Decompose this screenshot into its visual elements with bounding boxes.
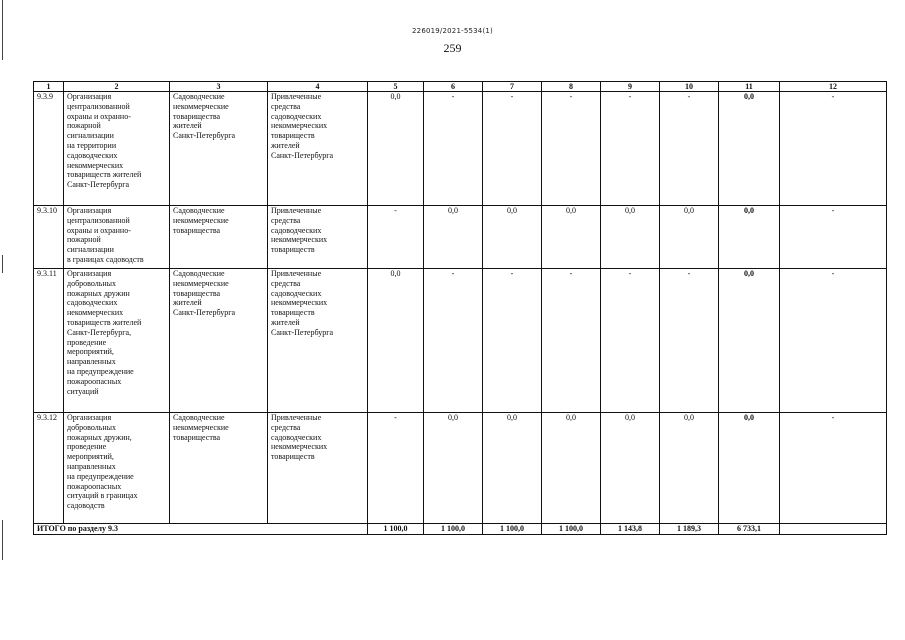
section-total-label: ИТОГО по разделу 9.3 — [34, 524, 368, 535]
value-cell-total: 0,0 — [719, 413, 780, 524]
table-row — [34, 206, 887, 269]
value-cell: 0,0 — [368, 92, 424, 206]
column-header: 9 — [601, 82, 660, 92]
value-cell: 0,0 — [368, 269, 424, 413]
value-cell: 0,0 — [601, 413, 660, 524]
row-number: 9.3.9 — [34, 92, 64, 206]
value-cell: 0,0 — [660, 206, 719, 269]
value-cell-total: 0,0 — [719, 206, 780, 269]
total-value — [780, 524, 887, 535]
scan-edge-mark — [2, 255, 3, 273]
value-cell: - — [601, 269, 660, 413]
value-cell: 0,0 — [424, 413, 483, 524]
total-value: 1 100,0 — [424, 524, 483, 535]
document-id: 226019/2021-5534(1) — [412, 27, 493, 35]
scan-edge-mark — [2, 520, 3, 560]
value-cell: - — [780, 92, 887, 206]
value-cell: - — [780, 269, 887, 413]
value-cell: 0,0 — [483, 206, 542, 269]
value-cell-total: 0,0 — [719, 92, 780, 206]
total-value: 1 100,0 — [542, 524, 601, 535]
total-value: 1 100,0 — [368, 524, 424, 535]
funding-source: Привлеченные средства садоводческих некоммерческих товариществ — [268, 413, 368, 524]
value-cell: 0,0 — [542, 206, 601, 269]
recipient: Садоводческие некоммерческие товарищества — [170, 413, 268, 524]
value-cell: - — [780, 206, 887, 269]
total-value: 1 189,3 — [660, 524, 719, 535]
column-number-row — [34, 82, 887, 92]
table-row — [34, 269, 887, 413]
value-cell: - — [424, 269, 483, 413]
value-cell: 0,0 — [424, 206, 483, 269]
total-value: 1 100,0 — [483, 524, 542, 535]
recipient: Садоводческие некоммерческие товарищества — [170, 206, 268, 269]
column-header: 10 — [660, 82, 719, 92]
row-number: 9.3.11 — [34, 269, 64, 413]
column-header: 3 — [170, 82, 268, 92]
value-cell: - — [542, 92, 601, 206]
value-cell: 0,0 — [601, 206, 660, 269]
value-cell: - — [483, 269, 542, 413]
table-row — [34, 92, 887, 206]
activity-name: Организация добровольных пожарных дружин, проведение мероприятий, направленных на предупреждение пожароопасных ситуаций в границах садоводств — [64, 413, 170, 524]
value-cell: - — [601, 92, 660, 206]
value-cell: - — [483, 92, 542, 206]
value-cell: 0,0 — [542, 413, 601, 524]
recipient: Садоводческие некоммерческие товарищества жителей Санкт-Петербурга — [170, 92, 268, 206]
value-cell: - — [368, 413, 424, 524]
funding-source: Привлеченные средства садоводческих некоммерческих товариществ жителей Санкт-Петербурга — [268, 269, 368, 413]
section-total-row — [34, 524, 887, 535]
column-header: 2 — [64, 82, 170, 92]
activity-name: Организация централизованной охраны и охранно- пожарной сигнализации на территории садоводческих некоммерческих товариществ жителей Санкт-Петербурга — [64, 92, 170, 206]
budget-table — [33, 81, 887, 535]
value-cell: - — [424, 92, 483, 206]
column-header: 6 — [424, 82, 483, 92]
activity-name: Организация добровольных пожарных дружин садоводческих некоммерческих товариществ жителей Санкт-Петербурга, проведение мероприятий, направленных на предупреждение пожароопасных ситуаций — [64, 269, 170, 413]
value-cell: 0,0 — [660, 413, 719, 524]
value-cell: 0,0 — [483, 413, 542, 524]
value-cell: - — [542, 269, 601, 413]
column-header: 4 — [268, 82, 368, 92]
column-header: 7 — [483, 82, 542, 92]
column-header: 1 — [34, 82, 64, 92]
column-header: 5 — [368, 82, 424, 92]
activity-name: Организация централизованной охраны и охранно- пожарной сигнализации в границах садоводств — [64, 206, 170, 269]
value-cell: - — [368, 206, 424, 269]
total-value: 1 143,8 — [601, 524, 660, 535]
value-cell: - — [780, 413, 887, 524]
value-cell: - — [660, 269, 719, 413]
column-header: 12 — [780, 82, 887, 92]
funding-source: Привлеченные средства садоводческих некоммерческих товариществ — [268, 206, 368, 269]
recipient: Садоводческие некоммерческие товарищества жителей Санкт-Петербурга — [170, 269, 268, 413]
row-number: 9.3.10 — [34, 206, 64, 269]
page-number: 259 — [443, 41, 462, 55]
value-cell-total: 0,0 — [719, 269, 780, 413]
table-row — [34, 413, 887, 524]
column-header: 8 — [542, 82, 601, 92]
funding-source: Привлеченные средства садоводческих некоммерческих товариществ жителей Санкт-Петербурга — [268, 92, 368, 206]
total-value: 6 733,1 — [719, 524, 780, 535]
value-cell: - — [660, 92, 719, 206]
column-header: 11 — [719, 82, 780, 92]
row-number: 9.3.12 — [34, 413, 64, 524]
